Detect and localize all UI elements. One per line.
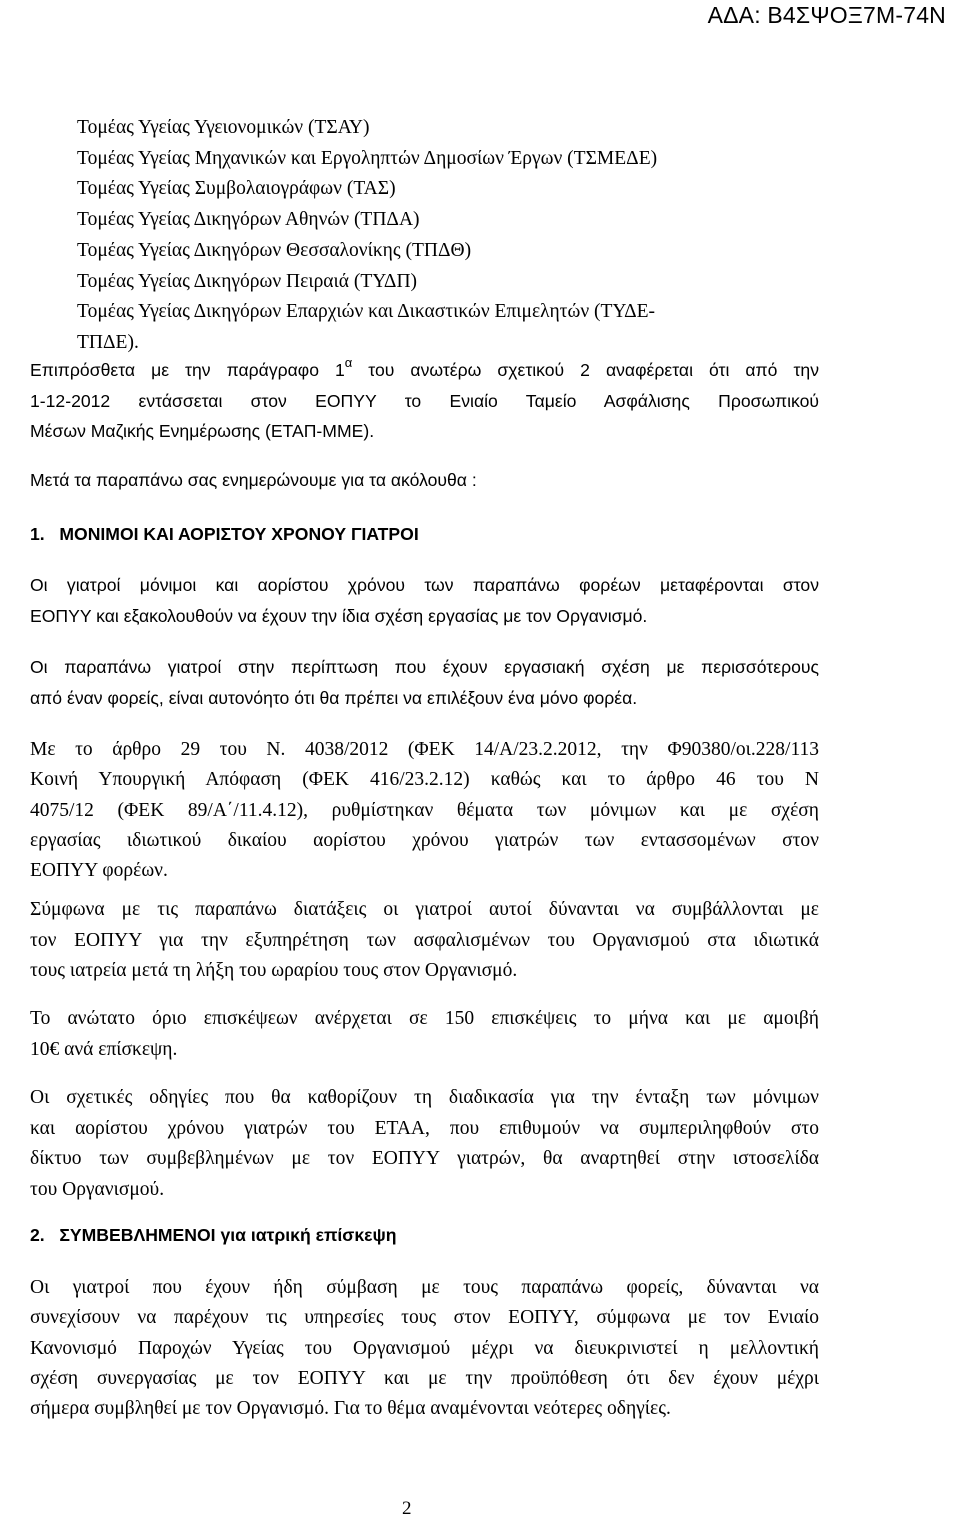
- paragraph-additional: [30, 355, 819, 447]
- section1-paragraph-2: [30, 652, 819, 713]
- paragraph-line: εργασίας ιδιωτικού δικαίου αορίστου χρόνου γιατρών των εντασσομένων στον: [30, 829, 819, 851]
- list-item: Τομέας Υγείας Δικηγόρων Επαρχιών και Δικαστικών Επιμελητών (ΤΥΔΕ-: [77, 301, 656, 323]
- paragraph-line: Οι παραπάνω γιατροί στην περίπτωση που έχουν εργασιακή σχέση με περισσότερους: [30, 657, 819, 677]
- paragraph-line: 10€ ανά επίσκεψη.: [30, 1038, 178, 1060]
- paragraph-line: συνεχίσουν να παρέχουν τις υπηρεσίες τους στον ΕΟΠΥΥ, σύμφωνα με τον Ενιαίο: [30, 1307, 819, 1329]
- paragraph-line: Μέσων Μαζικής Ενημέρωσης (ΕΤΑΠ-ΜΜΕ).: [30, 421, 375, 441]
- list-item: Τομέας Υγείας Δικηγόρων Αθηνών (ΤΠΔΑ): [77, 209, 420, 231]
- paragraph-line: Οι σχετικές οδηγίες που θα καθορίζουν τη διαδικασία για την ένταξη των μόνιμων: [30, 1087, 819, 1108]
- paragraph-line: 4075/12 (ΦΕΚ 89/Α΄/11.4.12), ρυθμίστηκαν θέματα των μόνιμων και με σχέση: [30, 799, 819, 821]
- section2-heading: [30, 1220, 397, 1250]
- paragraph-line: Κοινή Υπουργική Απόφαση (ΦΕΚ 416/23.2.12) καθώς και το άρθρο 46 του Ν: [30, 769, 819, 791]
- paragraph-line: Το ανώτατο όριο επισκέψεων ανέρχεται σε 150 επισκέψεις το μήνα και με αμοιβή: [30, 1008, 819, 1029]
- section1-paragraph-6: [30, 1083, 819, 1205]
- paragraph-line: ΕΟΠΥΥ φορέων.: [30, 860, 168, 882]
- section1-number: 1.: [30, 524, 45, 544]
- section2-paragraph-1: [30, 1273, 819, 1424]
- list-item: ΤΠΔΕ).: [77, 331, 139, 353]
- intro-line: Μετά τα παραπάνω σας ενημερώνουμε για τα ακόλουθα :: [30, 470, 477, 490]
- list-item: Τομέας Υγείας Δικηγόρων Πειραιά (ΤΥΔΠ): [77, 270, 418, 292]
- paragraph-line: Οι γιατροί μόνιμοι και αορίστου χρόνου των παραπάνω φορέων μεταφέρονται στον: [30, 575, 819, 595]
- section1-paragraph-5: [30, 1004, 819, 1065]
- paragraph-line: Σύμφωνα με τις παραπάνω διατάξεις οι γιατροί αυτοί δύνανται να συμβάλλονται με: [30, 899, 819, 920]
- list-item: Τομέας Υγείας Υγειονομικών (ΤΣΑΥ): [77, 117, 370, 138]
- paragraph-line: Επιπρόσθετα με την παράγραφο $1^\alpha$ του ανωτέρω σχετικού 2 αναφέρεται ότι από την: [30, 355, 819, 380]
- ada-header: ΑΔΑ: Β4ΣΨΟΞ7Μ-74Ν: [707, 2, 946, 28]
- paragraph-line: ΕΟΠΥΥ και εξακολουθούν να έχουν την ίδια σχέση εργασίας με τον Οργανισμό.: [30, 605, 648, 626]
- paragraph-line: σήμερα συμβληθεί με τον Οργανισμό. Για το θέμα αναμένονται νεότερες οδηγίες.: [30, 1398, 671, 1420]
- section1-heading: [30, 519, 419, 549]
- paragraph-line: Με το άρθρο 29 του Ν. 4038/2012 (ΦΕΚ 14/Α/23.2.2012, την Φ90380/οι.228/113: [30, 739, 819, 760]
- list-item: Τομέας Υγείας Συμβολαιογράφων (ΤΑΣ): [77, 178, 396, 200]
- paragraph-line: από έναν φορείς, είναι αυτονόητο ότι θα πρέπει να επιλέξουν ένα μόνο φορέα.: [30, 687, 638, 708]
- funds-list: [77, 113, 657, 359]
- list-item: Τομέας Υγείας Δικηγόρων Θεσσαλονίκης (ΤΠΔΘ): [77, 239, 472, 261]
- paragraph-line: του Οργανισμού.: [30, 1178, 165, 1200]
- paragraph-line: σχέση συνεργασίας με τον ΕΟΠΥΥ και με την προϋπόθεση ότι δεν έχουν μέχρι: [30, 1367, 819, 1389]
- paragraph-line: Κανονισμό Παροχών Υγείας του Οργανισμού μέχρι να διευκρινιστεί η μελλοντική: [30, 1337, 819, 1359]
- paragraph-line: δίκτυο των συμβεβλημένων με τον ΕΟΠΥΥ γιατρών, θα αναρτηθεί στην ιστοσελίδα: [30, 1148, 819, 1169]
- section1-title: ΜΟΝΙΜΟΙ ΚΑΙ ΑΟΡΙΣΤΟΥ ΧΡΟΝΟΥ ΓΙΑΤΡΟΙ: [59, 524, 419, 544]
- list-item: Τομέας Υγείας Μηχανικών και Εργοληπτών Δημοσίων Έργων (ΤΣΜΕΔΕ): [77, 147, 658, 169]
- paragraph-line: Οι γιατροί που έχουν ήδη σύμβαση με τους παραπάνω φορείς, δύνανται να: [30, 1277, 819, 1298]
- paragraph-line: 1-12-2012 εντάσσεται στον ΕΟΠΥΥ το Ενιαίο Ταμείο Ασφάλισης Προσωπικού: [30, 390, 819, 411]
- paragraph-line: τον ΕΟΠΥΥ για την εξυπηρέτηση των ασφαλισμένων του Οργανισμού στα ιδιωτικά: [30, 929, 819, 951]
- section1-paragraph-1: [30, 570, 819, 631]
- page-number: 2: [402, 1498, 412, 1519]
- section1-paragraph-4: [30, 895, 819, 987]
- paragraph-line: τους ιατρεία μετά τη λήξη του ωραρίου τους στον Οργανισμό.: [30, 960, 518, 981]
- paragraph-line: και αορίστου χρόνου γιατρών του ΕΤΑΑ, που επιθυμούν να συμπεριληφθούν στο: [30, 1117, 819, 1139]
- section2-number: 2.: [30, 1225, 45, 1245]
- superscript-alpha: α: [344, 355, 353, 371]
- section2-title: ΣΥΜΒΕΒΛΗΜΕΝΟΙ για ιατρική επίσκεψη: [59, 1225, 397, 1245]
- section1-paragraph-3: [30, 735, 819, 886]
